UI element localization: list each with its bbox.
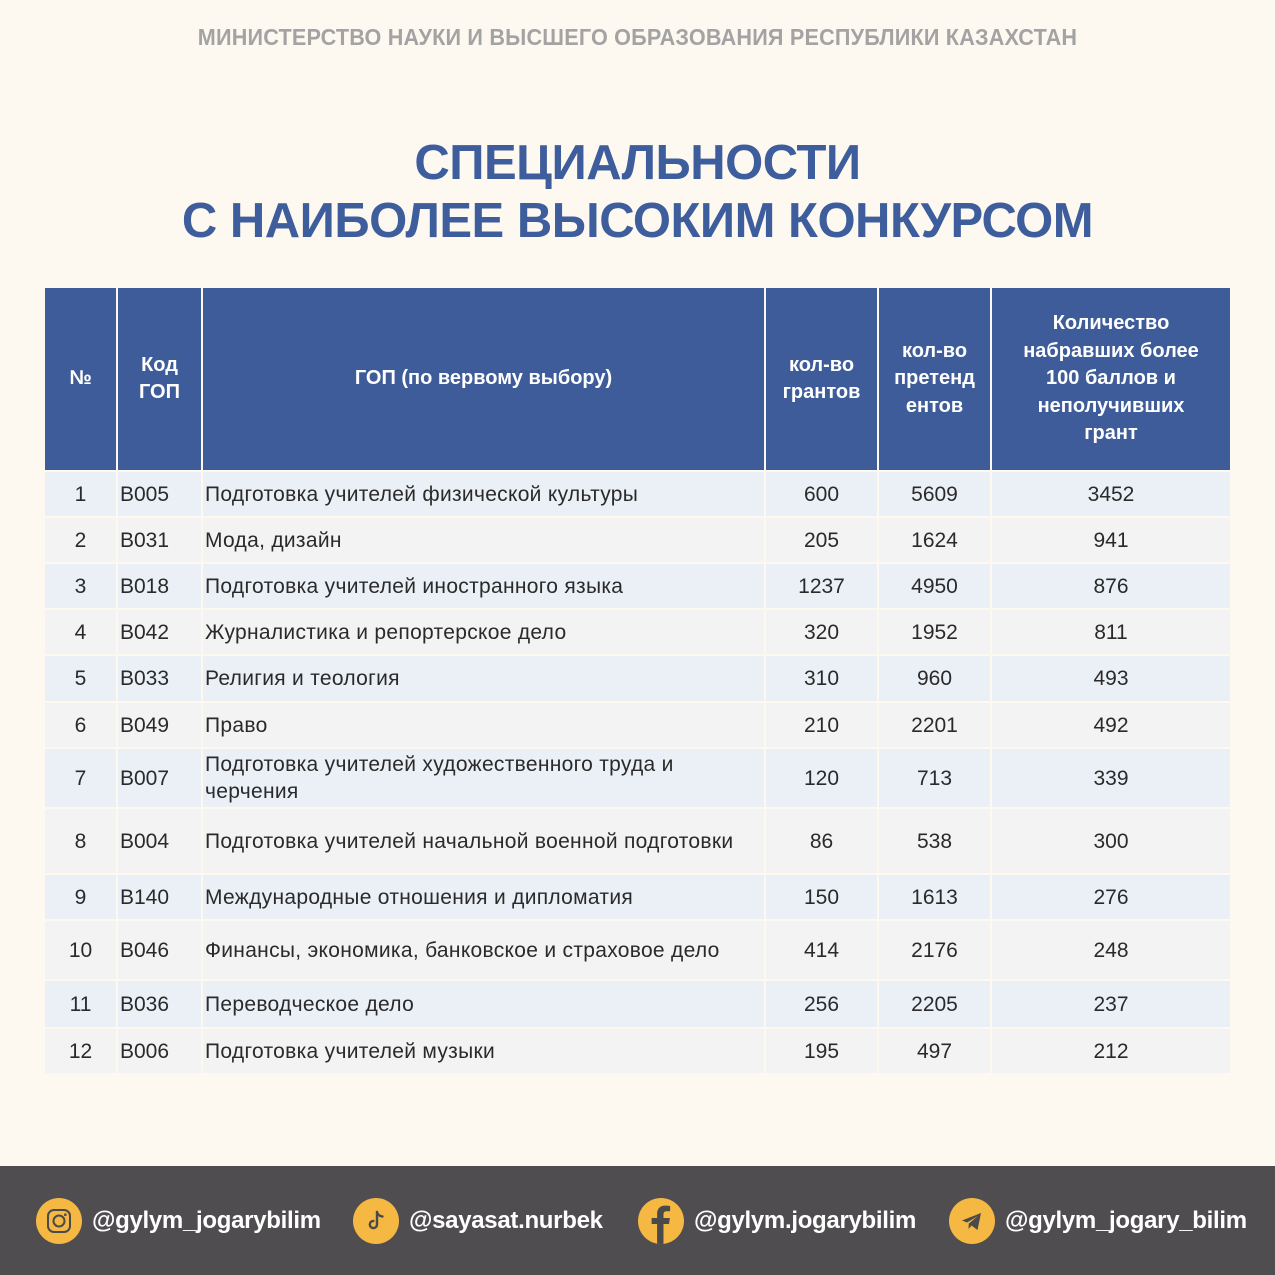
ministry-name: МИНИСТЕРСТВО НАУКИ И ВЫСШЕГО ОБРАЗОВАНИЯ РЕСПУБЛИКИ КАЗАХСТАН (197, 24, 1078, 50)
table-row (45, 656, 1230, 701)
cell-applicants: 960 (879, 656, 990, 701)
cell-program: Подготовка учителей музыки (203, 1029, 764, 1073)
cell-number: 10 (45, 921, 116, 979)
facebook-icon (638, 1198, 684, 1244)
social-link-telegram[interactable] (949, 1197, 1247, 1245)
table-header-row (45, 288, 1230, 470)
cell-program: Финансы, экономика, банковское и страховое дело (203, 921, 764, 979)
cell-program: Религия и теология (203, 656, 764, 701)
cell-program: Право (203, 703, 764, 747)
cell-program: Подготовка учителей иностранного языка (203, 564, 764, 608)
table-row (45, 518, 1230, 562)
telegram-handle: @gylym_jogary_bilim (1005, 1207, 1247, 1234)
cell-applicants: 2201 (879, 703, 990, 747)
cell-number: 12 (45, 1029, 116, 1073)
cell-code: B018 (118, 564, 201, 608)
column-header-program: ГОП (по вервому выбору) (203, 288, 764, 470)
facebook-handle: @gylym.jogarybilim (694, 1207, 917, 1234)
cell-number: 6 (45, 703, 116, 747)
cell-code: B140 (118, 875, 201, 919)
cell-grants: 320 (766, 610, 877, 654)
cell-applicants: 5609 (879, 472, 990, 516)
cell-over100-no-grant: 248 (992, 921, 1230, 979)
column-header-number: № (45, 288, 116, 470)
cell-program: Подготовка учителей художественного труда и черчения (203, 749, 764, 807)
table-row (45, 564, 1230, 608)
column-header-grants: кол-во грантов (766, 288, 877, 470)
cell-number: 7 (45, 749, 116, 807)
cell-over100-no-grant: 212 (992, 1029, 1230, 1073)
table-row (45, 472, 1230, 516)
cell-grants: 150 (766, 875, 877, 919)
column-header-code: Код ГОП (118, 288, 201, 470)
cell-over100-no-grant: 941 (992, 518, 1230, 562)
cell-number: 11 (45, 981, 116, 1027)
cell-number: 3 (45, 564, 116, 608)
cell-applicants: 1613 (879, 875, 990, 919)
table-row (45, 749, 1230, 807)
cell-code: B042 (118, 610, 201, 654)
table-row (45, 703, 1230, 747)
cell-applicants: 2205 (879, 981, 990, 1027)
cell-over100-no-grant: 3452 (992, 472, 1230, 516)
cell-number: 4 (45, 610, 116, 654)
social-link-instagram[interactable] (36, 1197, 321, 1245)
table-row (45, 921, 1230, 979)
cell-over100-no-grant: 811 (992, 610, 1230, 654)
instagram-handle: @gylym_jogarybilim (92, 1207, 321, 1234)
cell-code: B033 (118, 656, 201, 701)
page-title-line-1: СПЕЦИАЛЬНОСТИ (414, 136, 861, 190)
cell-grants: 310 (766, 656, 877, 701)
cell-program: Подготовка учителей физической культуры (203, 472, 764, 516)
cell-over100-no-grant: 339 (992, 749, 1230, 807)
cell-number: 1 (45, 472, 116, 516)
cell-applicants: 538 (879, 809, 990, 873)
specialties-table (43, 286, 1232, 1075)
cell-applicants: 497 (879, 1029, 990, 1073)
tiktok-icon (353, 1198, 399, 1244)
cell-code: B046 (118, 921, 201, 979)
cell-program: Мода, дизайн (203, 518, 764, 562)
table-row (45, 610, 1230, 654)
cell-grants: 210 (766, 703, 877, 747)
cell-applicants: 4950 (879, 564, 990, 608)
cell-program: Международные отношения и дипломатия (203, 875, 764, 919)
cell-grants: 205 (766, 518, 877, 562)
cell-grants: 195 (766, 1029, 877, 1073)
cell-program: Журналистика и репортерское дело (203, 610, 764, 654)
cell-applicants: 1952 (879, 610, 990, 654)
cell-code: B036 (118, 981, 201, 1027)
cell-number: 5 (45, 656, 116, 701)
cell-over100-no-grant: 876 (992, 564, 1230, 608)
tiktok-handle: @sayasat.nurbek (409, 1207, 603, 1234)
table-row (45, 1029, 1230, 1073)
cell-program: Переводческое дело (203, 981, 764, 1027)
cell-grants: 600 (766, 472, 877, 516)
page-title-line-2: С НАИБОЛЕЕ ВЫСОКИМ КОНКУРСОМ (181, 194, 1094, 248)
cell-code: B007 (118, 749, 201, 807)
social-link-facebook[interactable] (638, 1197, 916, 1245)
cell-applicants: 1624 (879, 518, 990, 562)
cell-applicants: 713 (879, 749, 990, 807)
table-row (45, 875, 1230, 919)
cell-over100-no-grant: 493 (992, 656, 1230, 701)
cell-over100-no-grant: 492 (992, 703, 1230, 747)
cell-code: B031 (118, 518, 201, 562)
cell-number: 9 (45, 875, 116, 919)
cell-grants: 120 (766, 749, 877, 807)
cell-over100-no-grant: 237 (992, 981, 1230, 1027)
table-row (45, 981, 1230, 1027)
cell-grants: 414 (766, 921, 877, 979)
column-header-over100-no-grant: Количество набравших более 100 баллов и неполучивших грант (992, 288, 1230, 470)
cell-grants: 86 (766, 809, 877, 873)
social-link-tiktok[interactable] (353, 1197, 603, 1245)
cell-over100-no-grant: 300 (992, 809, 1230, 873)
cell-code: B005 (118, 472, 201, 516)
cell-code: B049 (118, 703, 201, 747)
cell-number: 8 (45, 809, 116, 873)
telegram-icon (949, 1198, 995, 1244)
column-header-applicants: кол-во претенд ентов (879, 288, 990, 470)
cell-grants: 1237 (766, 564, 877, 608)
cell-over100-no-grant: 276 (992, 875, 1230, 919)
cell-program: Подготовка учителей начальной военной подготовки (203, 809, 764, 873)
cell-applicants: 2176 (879, 921, 990, 979)
table-row (45, 809, 1230, 873)
cell-number: 2 (45, 518, 116, 562)
cell-grants: 256 (766, 981, 877, 1027)
cell-code: B006 (118, 1029, 201, 1073)
cell-code: B004 (118, 809, 201, 873)
instagram-icon (36, 1198, 82, 1244)
